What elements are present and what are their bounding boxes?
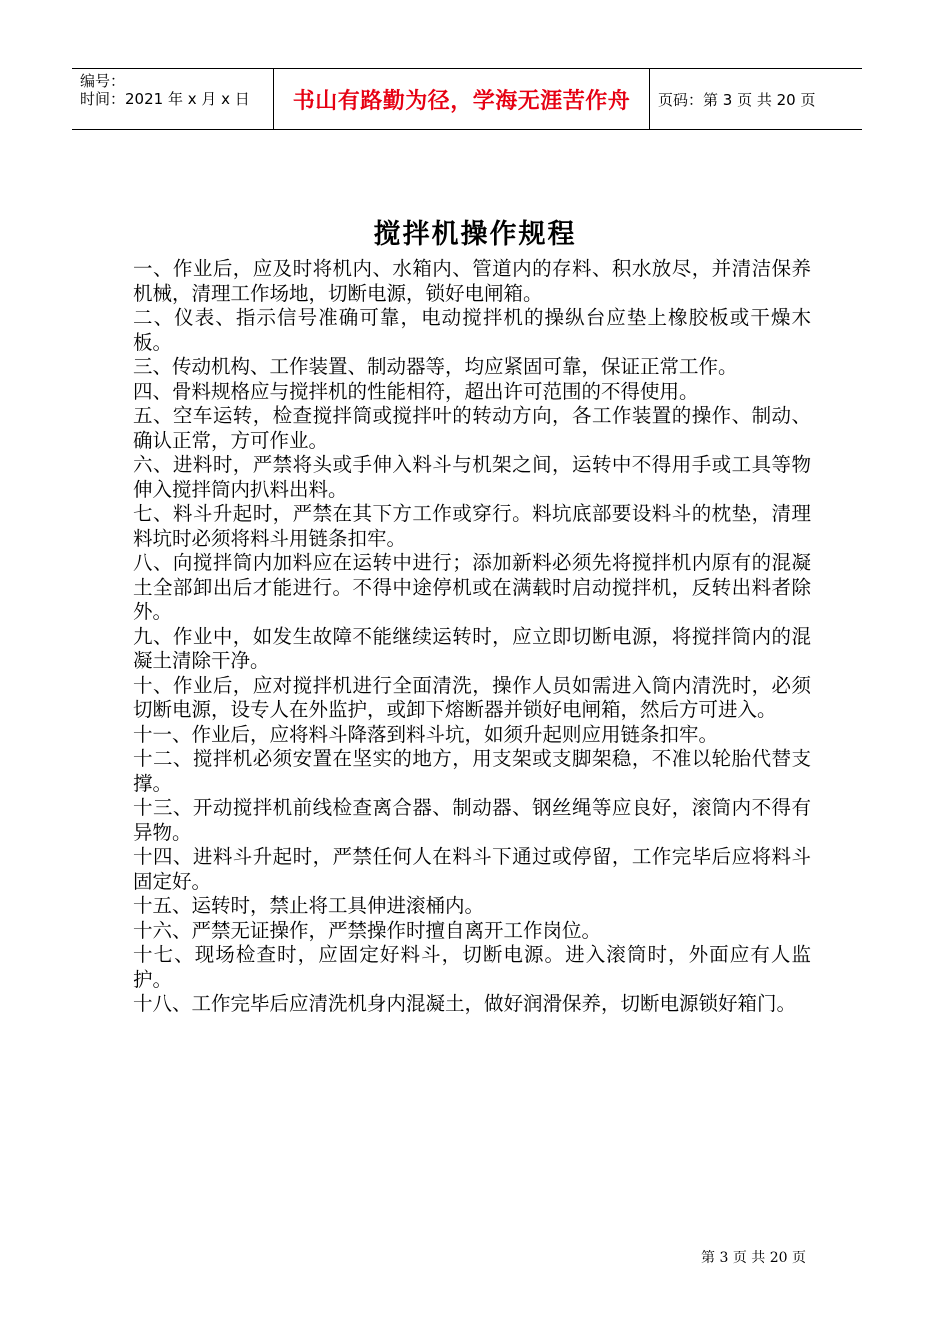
rule-paragraph: 十七、现场检查时，应固定好料斗，切断电源。进入滚筒时，外面应有人监护。: [133, 943, 811, 991]
rule-paragraph: 十一、作业后，应将料斗降落到料斗坑，如须升起则应用链条扣牢。: [133, 722, 719, 746]
header-page-label: 页码：第 3 页 共 20 页: [658, 90, 816, 109]
header-motto: 书山有路勤为径，学海无涯苦作舟: [292, 88, 631, 114]
rule-paragraph: 七、料斗升起时，严禁在其下方工作或穿行。料坑底部要设料斗的枕垫，清理料坑时必须将料斗用链条扣牢。: [133, 502, 811, 550]
rule-paragraph: 八、向搅拌筒内加料应在运转中进行；添加新料必须先将搅拌机内原有的混凝土全部卸出后才能进行。不得中途停机或在满载时启动搅拌机，反转出料者除外。: [133, 551, 811, 623]
document-title: 搅拌机操作规程: [373, 219, 577, 250]
page-header: [72, 68, 862, 130]
rule-paragraph: 四、骨料规格应与搅拌机的性能相符，超出许可范围的不得使用。: [133, 379, 699, 403]
rule-paragraph: 十四、进料斗升起时，严禁任何人在料斗下通过或停留，工作完毕后应将料斗固定好。: [133, 845, 811, 893]
rule-paragraph: 九、作业中，如发生故障不能继续运转时，应立即切断电源，将搅拌筒内的混凝土清除干净。: [133, 624, 811, 672]
rule-paragraph: 五、空车运转，检查搅拌筒或搅拌叶的转动方向，各工作装置的操作、制动、确认正常，方可作业。: [133, 404, 811, 452]
rule-paragraph: 十、作业后，应对搅拌机进行全面清洗，操作人员如需进入筒内清洗时，必须切断电源，设专人在外监护，或卸下熔断器并锁好电闸箱，然后方可进入。: [133, 673, 811, 721]
rule-paragraph: 十八、工作完毕后应清洗机身内混凝土，做好润滑保养，切断电源锁好箱门。: [133, 992, 797, 1015]
rule-paragraph: 十三、开动搅拌机前线检查离合器、制动器、钢丝绳等应良好，滚筒内不得有异物。: [133, 796, 811, 844]
rule-paragraph: 二、仪表、指示信号准确可靠，电动搅拌机的操纵台应垫上橡胶板或干燥木板。: [133, 306, 811, 354]
document-body: [133, 257, 811, 1017]
document-time-label: 时间：2021 年 x 月 x 日: [80, 90, 250, 108]
rule-paragraph: 六、进料时，严禁将头或手伸入料斗与机架之间，运转中不得用手或工具等物伸入搅拌筒内扒料出料。: [133, 453, 811, 501]
rule-paragraph: 三、传动机构、工作装置、制动器等，均应紧固可靠，保证正常工作。: [133, 355, 738, 378]
rule-paragraph: 十二、搅拌机必须安置在坚实的地方，用支架或支脚架稳，不准以轮胎代替支撑。: [133, 747, 811, 795]
header-motto-cell: [274, 69, 650, 129]
rule-paragraph: 一、作业后，应及时将机内、水箱内、管道内的存料、积水放尽，并清洁保养机械，清理工作场地，切断电源，锁好电闸箱。: [133, 257, 811, 305]
header-meta: [72, 69, 274, 129]
document-number-label: 编号：: [80, 72, 126, 90]
rule-paragraph: 十五、运转时，禁止将工具伸进滚桶内。: [133, 894, 485, 917]
rule-paragraph: 十六、严禁无证操作，严禁操作时擅自离开工作岗位。: [133, 918, 602, 942]
page-footer-number: 第 3 页 共 20 页: [701, 1250, 806, 1266]
